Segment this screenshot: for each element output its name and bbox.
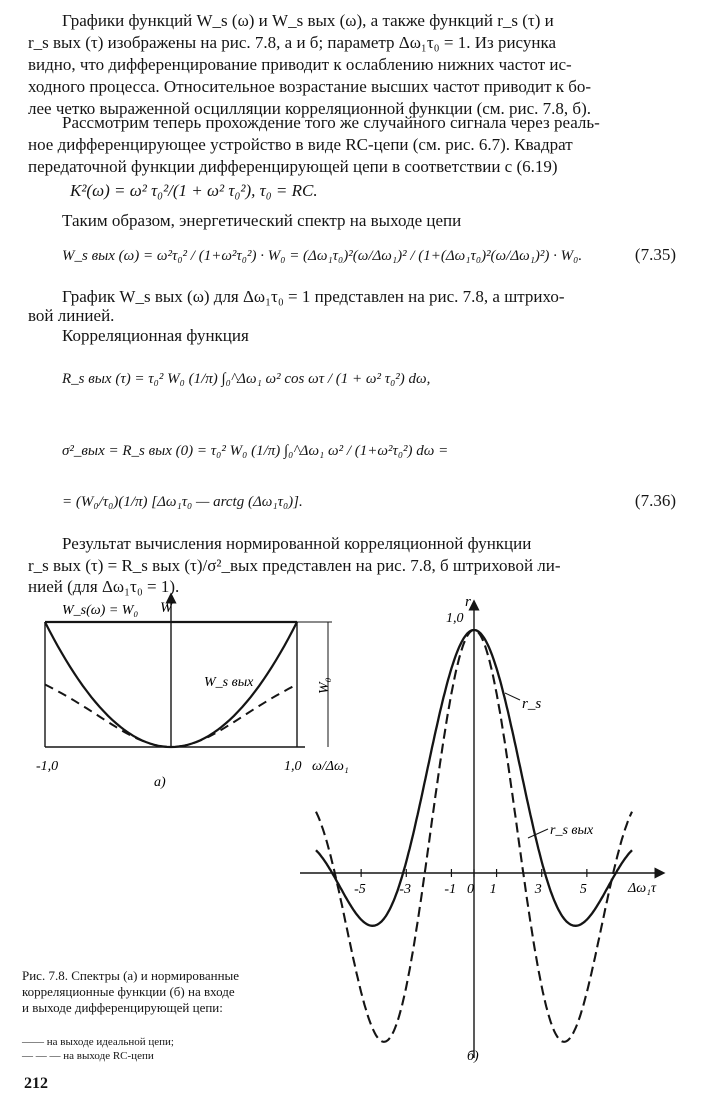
x-axis-label: Δω₁τ — [628, 881, 656, 896]
equation-sigma: σ²_вых = R_s вых (0) = τ₀² W₀ (1/π) ∫₀^Δω₁ ω² / (1+ω²τ₀²) dω = — [62, 443, 449, 459]
equation-r-s-vyh: R_s вых (τ) = τ₀² W₀ (1/π) ∫₀^Δω₁ ω² cos ωτ / (1 + ω² τ₀²) dω, — [62, 371, 431, 387]
tick-label: 1,0 — [446, 611, 464, 626]
text-line: r_s вых (τ) = R_s вых (τ)/σ²_вых представлен на рис. 7.8, б штриховой ли- — [28, 556, 561, 575]
equation-number: (7.35) — [634, 245, 676, 264]
figure-b-axes — [300, 605, 660, 1058]
text-line: видно, что дифференцирование приводит к ослаблению нижних частот ис- — [28, 55, 572, 74]
text-line: ное дифференцирующее устройство в виде RC-цепи (см. рис. 6.7). Квадрат — [28, 135, 573, 154]
figure-caption: Рис. 7.8. Спектры (а) и нормированные корреляционные функции (б) на входе и выходе дифференцирующей цепи: — [22, 968, 240, 1015]
x-tick-label: 0 — [467, 882, 474, 897]
page-number: 212 — [24, 1075, 48, 1092]
figure-a-label: а) — [154, 775, 166, 790]
x-tick-label: 1 — [489, 882, 497, 897]
text-line: Таким образом, энергетический спектр на выходе цепи — [62, 211, 462, 230]
curve2-label: r_s вых — [550, 823, 594, 838]
equation-k2: K²(ω) = ω² τ₀²/(1 + ω² τ₀²), τ₀ = RC. — [70, 181, 318, 200]
text-line: вой линией. — [28, 306, 115, 325]
rs-leader-line — [505, 693, 520, 700]
x-tick-label: 5 — [579, 882, 587, 897]
text-line: Рассмотрим теперь прохождение того же случайного сигнала через реаль- — [62, 113, 600, 132]
text-line: График W_s вых (ω) для Δω₁τ₀ = 1 представлен на рис. 7.8, а штрихо- — [62, 287, 565, 306]
top-label: W_s(ω) = W₀ — [62, 603, 139, 618]
x-tick-label: -5 — [354, 882, 366, 897]
x-tick-label: 3 — [534, 882, 542, 897]
text-line: передаточной функции дифференцирующей цепи в соответствии с (6.19) — [28, 157, 558, 176]
equation-7-35: W_s вых (ω) = ω²τ₀² / (1+ω²τ₀²) · W₀ = (Δω₁τ₀)²(ω/Δω₁)² / (1+(Δω₁τ₀)²(ω/Δω₁)²) · W₀. — [62, 248, 583, 264]
tick-label: 1,0 — [284, 759, 302, 774]
text-line: лее четко выраженной осцилляции корреляционной функции (см. рис. 7.8, б). — [28, 99, 591, 118]
figure-b-label: б) — [467, 1049, 479, 1064]
w0-label: W₀ — [317, 677, 332, 694]
equation-number: (7.36) — [634, 491, 676, 510]
y-axis-label: r — [465, 594, 471, 610]
legend-solid: —— на выходе идеальной цепи; — [22, 1036, 174, 1048]
legend-dashed: — — — на выходе RC-цепи — [22, 1050, 154, 1062]
equation-7-36: = (W₀/τ₀)(1/π) [Δω₁τ₀ — arctg (Δω₁τ₀)]. — [62, 494, 303, 510]
tick-label: -1,0 — [36, 759, 59, 774]
curve-label: W_s вых — [204, 675, 254, 690]
x-tick-label: -3 — [399, 882, 411, 897]
curve1-label: r_s — [522, 696, 542, 712]
text-line: Корреляционная функция — [62, 326, 249, 345]
text-line: ходного процесса. Относительное возрастание высших частот приводит к бо- — [28, 77, 592, 96]
y-axis-label: W — [160, 600, 173, 616]
text-line: нией (для Δω₁τ₀ = 1). — [28, 577, 180, 596]
x-axis-label: ω/Δω₁ — [312, 759, 349, 774]
text-line: Графики функций W_s (ω) и W_s вых (ω), а также функций r_s (τ) и — [62, 11, 554, 30]
x-tick-label: -1 — [444, 882, 457, 897]
text-line: r_s вых (τ) изображены на рис. 7.8, а и б; параметр Δω₁τ₀ = 1. Из рисунка — [28, 33, 557, 52]
text-line: Результат вычисления нормированной корреляционной функции — [62, 534, 532, 553]
rs-vyh-leader-line — [528, 829, 548, 838]
